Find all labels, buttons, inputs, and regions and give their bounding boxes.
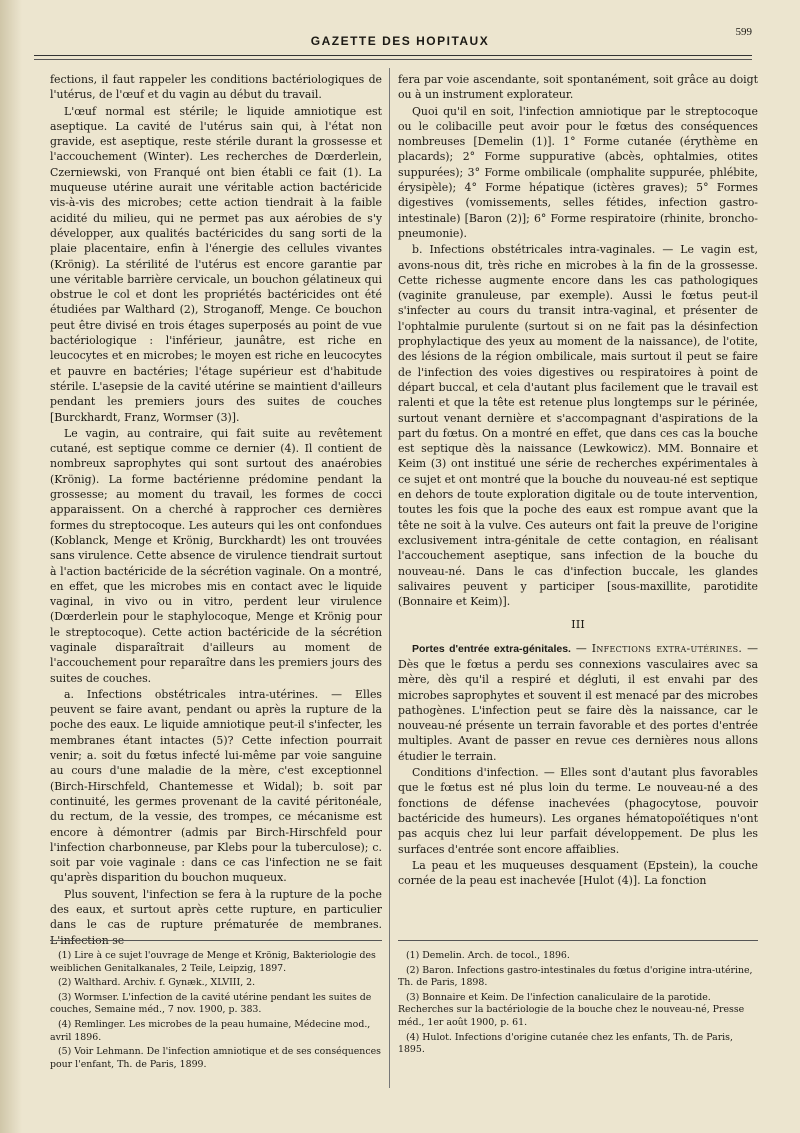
footnote: (2) Baron. Infections gastro-intestinales du fœtus d'origine intra-utérine, Th. de Paris, 1898. — [398, 964, 753, 989]
paragraph: fera par voie ascendante, soit spontanément, soit grâce au doigt ou à un instrument explorateur. — [398, 73, 758, 102]
paragraph: L'œuf normal est stérile; le liquide amniotique est aseptique. La cavité de l'utérus sain qui, à l'état non gravide, est aseptique, reste stérile durant la grossesse et l'accouchement (Winter). Les recherches de Dœrderlein, Czerniewski, von Franqué ont bien établi ce fait (1). La muqueuse utérine aurait une véritable action bactéricide vis-à-vis des microbes; cette action tiendrait à la faible acidité du milieu, qui ne permet pas aux aérobies de s'y développer, aux qualités bactéricides du sang sorti de la plaie placentaire, enfin à l'énergie des cellules vivantes (Krönig). La stérilité de l'utérus est encore garantie par une véritable barrière cervicale, un bouchon gélatineux qui obstrue le col et dont les propriétés bactéricides ont été étudiées par Walthard (2), Stroganoff, Menge. Ce bouchon peut être divisé en trois étages superposés au point de vue bactériologique : l'inférieur, jaunâtre, est riche en leucocytes et en microbes; le moyen est riche en leucocytes et pauvre en bactéries; l'étage supérieur est d'habitude stérile. L'asepsie de la cavité utérine se maintient d'ailleurs pendant les premiers jours des suites de couches [Burckhardt, Franz, Wormser (3)]. — [50, 104, 382, 424]
header-rule-thin — [34, 59, 752, 60]
page-number: 599 — [735, 26, 752, 38]
paragraph: Le vagin, au contraire, qui fait suite au revêtement cutané, est septique comme ce dernier (4). Il contient de nombreux saprophytes qui sont surtout des anaérobies (Krönig). La forme bactérienne prédomine pendant la grossesse; au moment du travail, les formes de cocci apparaissent. On a cherché à rapprocher ces dernières formes du streptocoque. Les auteurs qui les ont confondues (Koblanck, Menge et Krönig, Burckhardt) les ont trouvées sans virulence. Cette absence de virulence tiendrait surtout à l'action bactéricide de la sécrétion vaginale. On a montré, en effet, que les microbes mis en contact avec le liquide vaginal, in vivo ou in vitro, perdent leur virulence (Dœrderlein pour le staphylocoque, Menge et Krönig pour le streptocoque). Cette action bactéricide de la sécrétion vaginale disparaîtrait d'ailleurs au moment de l'accouchement pour reparaître dans les premiers jours des suites de couches. — [50, 426, 382, 685]
footnote: (3) Wormser. L'infection de la cavité utérine pendant les suites de couches, Semaine méd., 7 nov. 1900, p. 383. — [50, 991, 372, 1016]
footnote-rule-right — [398, 940, 758, 941]
section-heading: Portes d'entrée extra-génitales. — [412, 642, 571, 655]
footnote: (4) Remlinger. Les microbes de la peau humaine, Médecine mod., avril 1896. — [50, 1018, 371, 1043]
page-edge-shadow — [0, 0, 22, 1133]
header-rule — [34, 55, 752, 56]
footnote: (1) Demelin. Arch. de tocol., 1896. — [406, 950, 570, 961]
column-divider — [389, 68, 390, 1088]
page-header-title: GAZETTE DES HOPITAUX — [310, 34, 490, 48]
footnote: (4) Hulot. Infections d'origine cutanée chez les enfants, Th. de Paris, 1895. — [398, 1031, 733, 1056]
footnote-rule-left — [50, 940, 382, 941]
footnote: (2) Walthard. Archiv. f. Gynæk., XLVIII, 2. — [58, 977, 256, 989]
section-subheading: Infections extra-utérines. — [591, 641, 743, 655]
paragraph: Quoi qu'il en soit, l'infection amniotique par le streptocoque ou le colibacille peut avoir pour le fœtus des conséquences nombreuses [Demelin (1)]. 1° Forme cutanée (érythème en placards); 2° Forme suppurative (abcès, ophtalmies, otites suppurées); 3° Forme ombilicale (omphalite suppurée, phlébite, érysipèle); 4° Forme hépatique (ictères graves); 5° Formes digestives (vomissements, selles fétides, infection gastro-intestinale) [Baron (2)]; 6° Forme respiratoire (rhinite, broncho-pneumonie). — [398, 104, 758, 240]
paragraph: a. Infections obstétricales intra-utérines. — Elles peuvent se faire avant, pendant ou après la rupture de la poche des eaux. Le liquide amniotique peut-il s'infecter, les membranes étant intactes (5)? Cette infection pourrait venir; a. soit du fœtus infecté lui-même par voie sanguine au cours d'une maladie de la mère, c'est exceptionnel (Birch-Hirschfeld, Chantemesse et Widal); b. soit par continuité, les germes provenant de la cavité péritonéale, du rectum, de la vessie, des trompes, ce mécanisme est encore à démontrer (admis par Birch-Hirschfeld pour l'infection charbonneuse, par Klebs pour la tuberculose); c. soit par voie vaginale : dans ce cas l'infection ne se fait qu'après disparition du bouchon muqueux. — [50, 687, 382, 885]
paragraph-text: — Dès que le fœtus a perdu ses connexions vasculaires avec sa mère, dès qu'il a respiré et dégluti, il est envahi par des microbes saprophytes et souvent il est menacé par des microbes pathogènes. L'infection peut se faire dès la naissance, car le nouveau-né présente un terrain favorable et des portes d'entrée multiples. Avant de passer en revue ces dernières nous allons étudier le terrain. — [398, 641, 758, 763]
left-column — [50, 72, 382, 947]
footnote: (5) Voir Lehmann. De l'infection amniotique et de ses conséquences pour l'enfant, Th. de Paris, 1899. — [50, 1046, 381, 1070]
right-column — [398, 72, 758, 927]
footnotes-left — [50, 950, 382, 1073]
section-paragraph: Portes d'entrée extra-génitales. — Infections extra-utérines. — Dès que le fœtus a perdu ses connexions vasculaires avec sa mère, dès qu'il a respiré et dégluti, il est envahi par des microbes saprophytes et souvent il est menacé par des microbes pathogènes. L'infection peut se faire dès la naissance, car le nouveau-né présente un terrain favorable et des portes d'entrée multiples. Avant de passer en revue ces dernières nous allons étudier le terrain. — [398, 641, 758, 763]
footnotes-right — [398, 950, 758, 1059]
paragraph: La peau et les muqueuses desquament (Epstein), la couche cornée de la peau est inachevée [Hulot (4)]. La fonction — [398, 858, 758, 888]
footnote: (3) Bonnaire et Keim. De l'infection canaliculaire de la parotide. Recherches sur la bactériologie de la bouche chez le nouveau-né, Presse méd., 1er août 1900, p. 61. — [398, 991, 745, 1028]
paragraph: Conditions d'infection. — Elles sont d'autant plus favorables que le fœtus est né plus loin du terme. Le nouveau-né a des fonctions de défense inachevées (phagocytose, pouvoir bactéricide des humeurs). Les organes hématopoïétiques n'ont pas acquis chez lui leur parfait développement. De plus les surfaces d'entrée sont encore affaiblies. — [398, 766, 758, 856]
paragraph: Plus souvent, l'infection se fera à la rupture de la poche des eaux, et surtout après cette rupture, en particulier dans le cas de rupture prématurée de membranes. L'infection se — [50, 887, 382, 947]
paragraph: fections, il faut rappeler les conditions bactériologiques de l'utérus, de l'œuf et du vagin au début du travail. — [50, 73, 382, 102]
section-numeral: III — [571, 617, 585, 632]
paragraph: b. Infections obstétricales intra-vaginales. — Le vagin est, avons-nous dit, très riche en microbes à la fin de la grossesse. Cette richesse augmente encore dans les cas pathologiques (vaginite granuleuse, par exemple). Aussi le fœtus peut-il s'infecter au cours du transit intra-vaginal, et présenter de l'ophtalmie purulente (surtout si on ne fait pas la désinfection prophylactique des yeux au moment de la naissance), de l'otite, des lésions de la région ombilicale, mais surtout il peut se faire de l'infection des voies digestives ou respiratoires à point de départ buccal, et cela d'autant plus facilement que le travail est ralenti et que la tête est retenue plus longtemps sur le périnée, surtout venant dernière et s'accompagnant d'aspirations de la part du fœtus. On a montré en effet, que dans ces cas la bouche est septique dès la naissance (Lewkowicz). MM. Bonnaire et Keim (3) ont institué une série de recherches expérimentales à ce sujet et ont montré que la bouche du nouveau-né est septique en dehors de toute exploration digitale ou de toute intervention, toutes les fois que la poche des eaux est rompue avant que la tête ne soit à la vulve. Ces auteurs ont fait la preuve de l'origine exclusivement intra-génitale de cette contagion, en réalisant l'accouchement aseptique, sans infection de la bouche du nouveau-né. Dans le cas d'infection buccale, les glandes salivaires peuvent y participer [sous-maxillite, parotidite (Bonnaire et Keim)]. — [398, 243, 758, 609]
footnote: (1) Lire à ce sujet l'ouvrage de Menge et Krönig, Bakteriologie des weiblichen Genitalkanales, 2 Teile, Leipzig, 1897. — [50, 950, 376, 974]
